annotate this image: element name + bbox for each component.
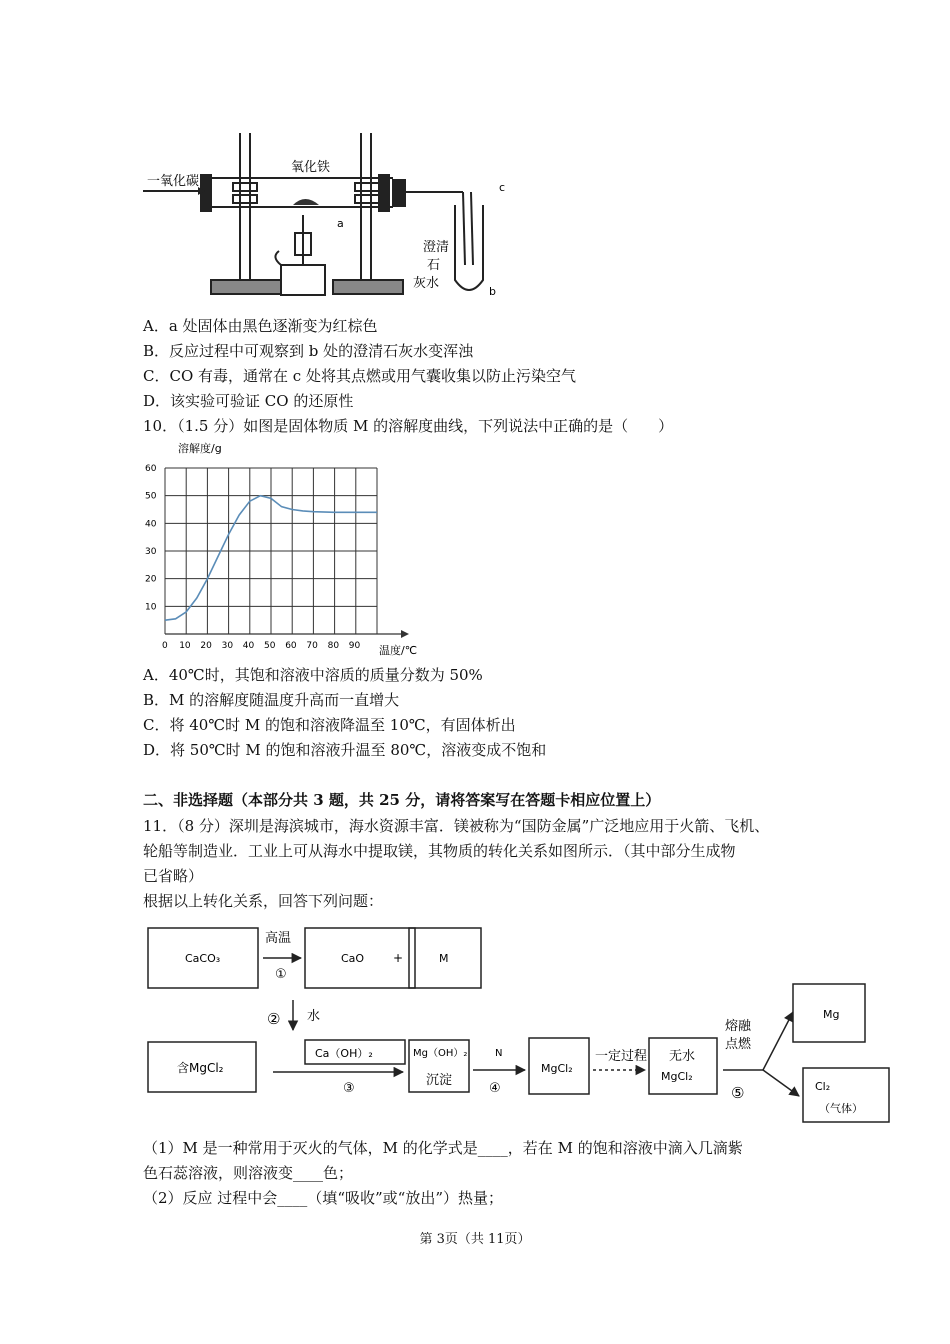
mg-flow-diagram [143, 920, 903, 1130]
x-tick-label: 20 [200, 641, 212, 651]
co-inlet-label: 一氧化碳 [147, 174, 200, 189]
page-footer: 第 3页（共 11页） [419, 1232, 531, 1247]
x-tick-label: 90 [348, 641, 361, 651]
process-label: 一定过程 [595, 1049, 648, 1064]
limewater-label-1: 澄清 [423, 240, 450, 255]
step-4-label: ④ [489, 1081, 501, 1096]
q9-option-d: D．该实验可验证 CO 的还原性 [143, 392, 354, 410]
q10-option-c: C．将 40℃时 M 的饱和溶液降温至 10℃，有固体析出 [143, 716, 516, 734]
y-tick-label: 40 [145, 519, 157, 530]
x-tick-label: 30 [221, 641, 234, 651]
y-tick-label: 20 [145, 574, 157, 585]
question-1-line-1: （1）M 是一种常用于灭火的气体，M 的化学式是____，若在 M 的饱和溶液中滴入几滴紫 [143, 1139, 743, 1157]
q11-line-3: 已省略） [143, 867, 204, 885]
apparatus-diagram [143, 125, 543, 305]
section2-heading: 二、非选择题（本部分共 3 题，共 25 分，请将答案写在答题卡相应位置上） [143, 791, 661, 809]
x-tick-label: 0 [162, 641, 168, 651]
point-a-label: a [337, 217, 344, 230]
q9-option-b: B．反应过程中可观察到 b 处的澄清石灰水变浑浊 [143, 342, 474, 360]
y-tick-label: 60 [145, 464, 157, 474]
n-label: N [495, 1048, 503, 1059]
q10-option-a: A．40℃时，其饱和溶液中溶质的质量分数为 50% [143, 666, 483, 684]
step-2-label: ② [267, 1010, 281, 1028]
step-3-label: ③ [343, 1081, 355, 1096]
x-tick-label: 70 [306, 641, 318, 651]
chart-y-axis-label: 溶解度/g [178, 442, 222, 455]
seawater-mgcl2-box: 含MgCl₂ [177, 1061, 224, 1075]
y-tick-label: 50 [145, 491, 157, 502]
mgoh2-label: Mg（OH）₂ [413, 1048, 468, 1059]
plus-sign: + [393, 951, 404, 965]
ignite-label: 点燃 [725, 1037, 752, 1052]
q9-option-a: A．a 处固体由黑色逐渐变为红棕色 [143, 317, 378, 335]
gas-label: （气体） [819, 1102, 863, 1115]
q10-option-b: B．M 的溶解度随温度升高而一直增大 [143, 691, 400, 709]
x-tick-label: 80 [327, 641, 340, 651]
q9-option-c: C．CO 有毒，通常在 c 处将其点燃或用气囊收集以防止污染空气 [143, 367, 576, 385]
x-tick-label: 60 [285, 641, 297, 651]
cao-box: CaO [341, 952, 365, 965]
y-tick-label: 30 [145, 547, 157, 557]
caco3-box: CaCO₃ [185, 952, 221, 965]
chart-x-axis-label: 温度/℃ [379, 644, 418, 657]
limewater-label-3: 灰水 [413, 276, 440, 291]
anhydrous-mgcl2-label: MgCl₂ [661, 1070, 693, 1083]
caoh2-box: Ca（OH）₂ [315, 1047, 373, 1060]
x-tick-label: 10 [179, 641, 191, 651]
limewater-label-2: 石 [427, 258, 441, 273]
anhydrous-label: 无水 [669, 1049, 696, 1064]
y-tick-label: 10 [145, 602, 157, 613]
melt-label: 熔融 [725, 1019, 752, 1034]
point-c-label: c [499, 181, 506, 194]
water-label: 水 [307, 1009, 321, 1024]
solubility-chart [143, 438, 418, 662]
q11-line-2: 轮船等制造业．工业上可从海水中提取镁，其物质的转化关系如图所示．（其中部分生成物 [143, 842, 736, 860]
mg-box: Mg [823, 1008, 840, 1021]
precipitate-label: 沉淀 [426, 1073, 453, 1088]
m-box: M [439, 952, 449, 965]
x-tick-label: 40 [242, 641, 255, 651]
question-1-line-2: 色石蕊溶液，则溶液变____色； [143, 1164, 354, 1182]
q11-line-1: 11．（8 分）深圳是海滨城市，海水资源丰富．镁被称为“国防金属”广泛地应用于火箭、飞机、 [143, 817, 770, 835]
high-temp-label: 高温 [265, 931, 292, 946]
q11-line-4: 根据以上转化关系，回答下列问题： [143, 892, 384, 910]
x-axis-arrow [401, 630, 409, 638]
point-b-label: b [489, 285, 496, 298]
mgcl2-box: MgCl₂ [541, 1062, 573, 1075]
step-1-label: ① [275, 967, 287, 982]
q10-stem: 10．（1.5 分）如图是固体物质 M 的溶解度曲线，下列说法中正确的是（ ） [143, 417, 674, 435]
x-tick-label: 50 [264, 641, 276, 651]
step-5-label: ⑤ [731, 1084, 745, 1102]
q10-option-d: D．将 50℃时 M 的饱和溶液升温至 80℃，溶液变成不饱和 [143, 741, 547, 759]
iron-oxide-label: 氧化铁 [291, 160, 331, 175]
question-2: （2）反应 过程中会____（填“吸收”或“放出”）热量； [143, 1189, 503, 1207]
cl2-label: Cl₂ [815, 1080, 831, 1093]
